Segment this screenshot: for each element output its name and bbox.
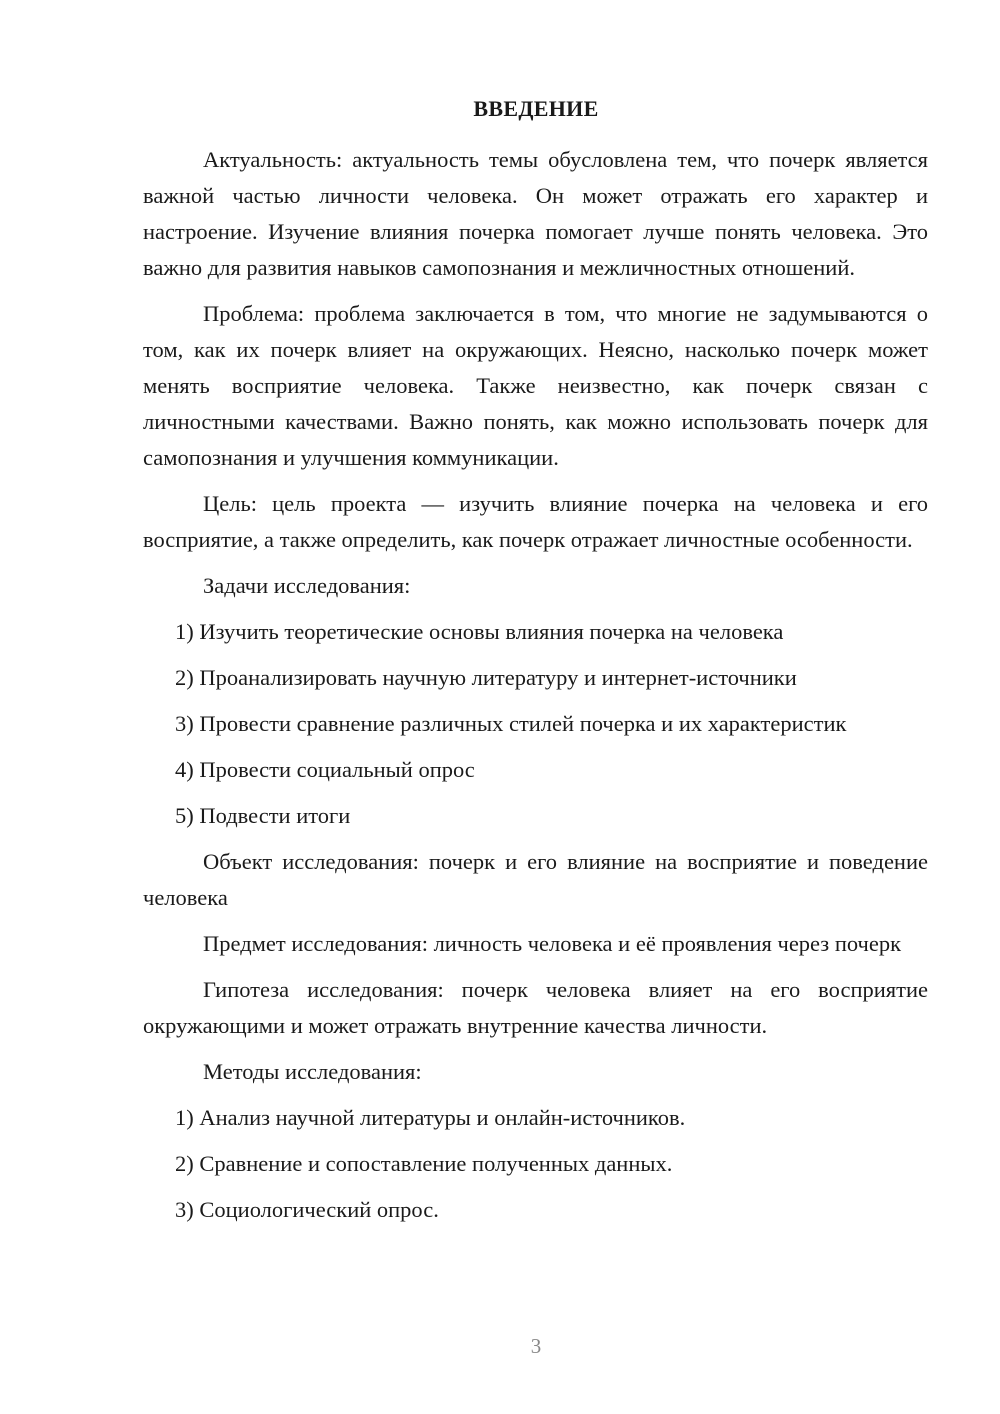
document-body [143,142,928,1238]
list-item: 3) Провести сравнение различных стилей почерка и их характеристик [175,711,847,736]
list-item: 1) Изучить теоретические основы влияния почерка на человека [175,619,784,644]
methods-list [143,1100,928,1228]
tasks-list [143,614,928,834]
goal-paragraph: Цель: цель проекта — изучить влияние почерка на человека и его восприятие, а также определить, как почерк отражает личностные особенности. [143,491,928,552]
list-item: 2) Сравнение и сопоставление полученных данных. [175,1151,673,1176]
hypothesis-paragraph: Гипотеза исследования: почерк человека влияет на его восприятие окружающими и может отражать внутренние качества личности. [143,977,928,1038]
page-title: ВВЕДЕНИЕ [473,96,599,121]
list-item: 5) Подвести итоги [175,803,351,828]
page-number: 3 [530,1334,542,1358]
methods-title: Методы исследования: [203,1059,422,1084]
subject-paragraph: Предмет исследования: личность человека и её проявления через почерк [203,931,902,956]
list-item: 3) Социологический опрос. [175,1197,439,1222]
relevance-paragraph: Актуальность: актуальность темы обусловлена тем, что почерк является важной частью личности человека. Он может отражать его характер и настроение. Изучение влияния почерка помогает лучше понять человека. Это важно для развития навыков самопознания и межличностных отношений. [143,147,928,280]
problem-paragraph: Проблема: проблема заключается в том, что многие не задумываются о том, как их почерк влияет на окружающих. Неясно, насколько почерк может менять восприятие человека. Также неизвестно, как почерк связан с личностными качествами. Важно понять, как можно использовать почерк для самопознания и улучшения коммуникации. [143,301,928,470]
list-item: 1) Анализ научной литературы и онлайн-источников. [175,1105,686,1130]
object-paragraph: Объект исследования: почерк и его влияние на восприятие и поведение человека [143,849,928,910]
list-item: 4) Провести социальный опрос [175,757,475,782]
list-item: 2) Проанализировать научную литературу и интернет-источники [175,665,797,690]
tasks-title: Задачи исследования: [203,573,411,598]
